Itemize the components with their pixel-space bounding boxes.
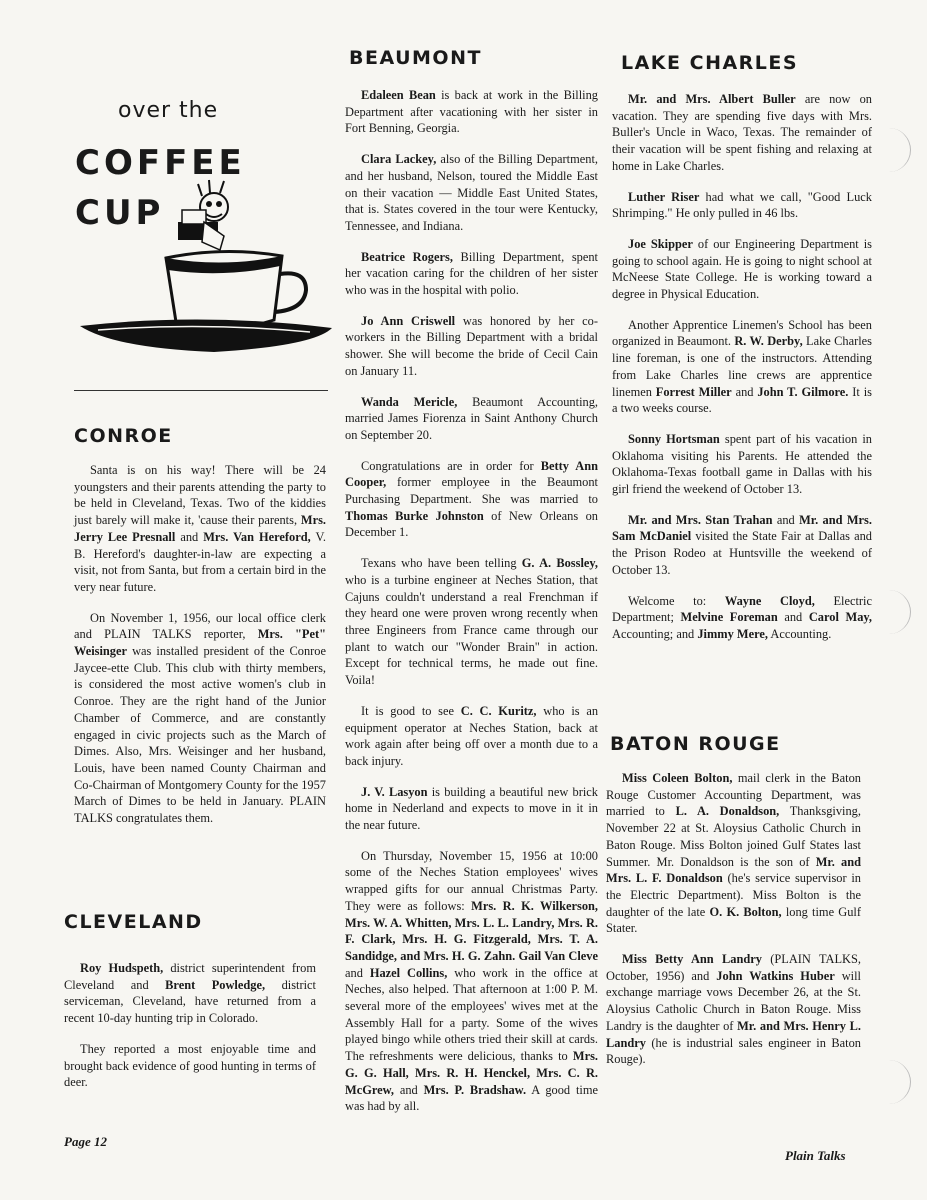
person-name: John Watkins Huber	[716, 968, 835, 983]
person-name: Mrs. P. Bradshaw.	[423, 1082, 527, 1097]
column-beaumont	[345, 87, 598, 1129]
person-name: Wayne Cloyd,	[724, 593, 815, 608]
coffee-cup-illustration	[74, 170, 334, 365]
heading-conroe: CONROE	[74, 425, 173, 447]
column-baton-rouge	[606, 770, 861, 1082]
person-name: C. C. Kuritz,	[460, 703, 537, 718]
heading-baton-rouge: BATON ROUGE	[610, 733, 781, 755]
beaumont-paragraph: Wanda Mericle, Beaumont Accounting, married James Fiorenza in Saint Anthony Church on September 20.	[345, 394, 598, 442]
column-lake-charles	[612, 91, 872, 657]
person-name: John T. Gilmore.	[757, 384, 849, 399]
person-name: Miss Betty Ann Landry	[622, 952, 762, 967]
person-name: Hazel Collins,	[369, 965, 448, 980]
person-name: Clara Lackey,	[361, 152, 437, 167]
person-name: Mr. and Mrs. Albert Buller	[628, 92, 796, 106]
person-name: Jo Ann Criswell	[361, 313, 456, 328]
title-over-the: over the	[118, 98, 219, 123]
person-name: Carol May,	[808, 610, 872, 625]
baton-rouge-paragraph: Miss Betty Ann Landry (PLAIN TALKS, October, 1956) and John Watkins Huber will exchange marriage vows December 26, at the St. Aloysius Catholic Church in Baton Rouge. Miss Landry is the daughter of Mr. and Mrs. Henry L. Landry (he is industrial sales engineer in Baton Rouge).	[606, 952, 862, 1067]
person-name: Sonny Hortsman	[628, 431, 720, 446]
person-name: Mr. and Mrs. Henry L. Landry	[606, 1018, 861, 1050]
person-name: R. W. Derby,	[734, 334, 803, 349]
person-name: Roy Hudspeth,	[80, 961, 164, 975]
person-name: Edaleen Bean	[361, 88, 436, 102]
punch-hole-mark	[888, 128, 911, 172]
person-name: Mr. and Mrs. Stan Trahan	[628, 512, 773, 527]
lake-charles-paragraph: Mr. and Mrs. Stan Trahan and Mr. and Mrs. Sam McDaniel visited the State Fair at Dallas and the Prison Rodeo at Huntsville the weekend of October 13.	[612, 512, 872, 577]
heading-cleveland: CLEVELAND	[64, 911, 203, 933]
person-name: Mrs. R. K. Wilkerson, Mrs. W. A. Whitten, Mrs. L. L. Landry, Mrs. R. F. Clark, Mrs. H. G. Fitzgerald, Mrs. T. A. Sandidge, and Mrs. H. G. Zahn. Gail Van Cleve	[345, 898, 599, 963]
person-name: G. A. Bossley,	[521, 556, 598, 571]
publication-name: Plain Talks	[785, 1148, 846, 1163]
title-cup: CUP	[75, 193, 165, 233]
conroe-paragraph-2: On November 1, 1956, our local office clerk and PLAIN TALKS reporter, Mrs. "Pet" Weisinger was installed president of the Conroe Jaycee-ette Club. This club with thirty members, is considered the most active women's club in Conroe. They are the right hand of the Junior Chamber of Commerce, and are constantly engaged in civic projects such as the March of Dimes. Also, Mrs. Weisinger and her husband, Louis, have been named County Chairman and Co-Chairman of Montgomery County for the 1957 March of Dimes to be held in January. PLAIN TALKS congratulates them.	[74, 610, 326, 826]
cartoon-character-icon	[178, 180, 228, 250]
beaumont-paragraph: Texans who have been telling G. A. Bossley, who is a turbine engineer at Neches Station, that Cajuns couldn't understand a real Frenchman if they heard one were proven wrong recently when three Engineers from France came through our plant to watch our "Wonder Brain" in action. Except for technical terms, he made out fine. Voila!	[345, 556, 598, 688]
heading-beaumont: BEAUMONT	[349, 47, 482, 69]
lake-charles-paragraph: Luther Riser had what we call, "Good Luck Shrimping." He only pulled in 46 lbs.	[612, 189, 872, 221]
person-name: Mrs. Van Hereford,	[203, 529, 311, 544]
person-name: J. V. Lasyon	[361, 784, 428, 799]
section-divider	[74, 390, 328, 391]
person-name: Wanda Mericle,	[361, 394, 458, 409]
person-name: Mrs. "Pet" Weisinger	[74, 627, 326, 659]
beaumont-paragraph: It is good to see C. C. Kuritz, who is an equipment operator at Neches Station, back at work again after being off over a month due to a back injury.	[345, 703, 599, 768]
person-name: Jimmy Mere,	[697, 626, 768, 641]
person-name: Joe Skipper	[628, 236, 693, 251]
beaumont-paragraph: J. V. Lasyon is building a beautiful new brick home in Nederland and expects to move in it in the near future.	[345, 784, 599, 833]
lake-charles-paragraph: Mr. and Mrs. Albert Buller are now on vacation. They are spending five days with Mrs. Buller's Uncle in Waco, Texas. The remainder of their vacation will be spent fishing and relaxing at home in Lake Charles.	[612, 92, 872, 173]
heading-lake-charles: LAKE CHARLES	[621, 52, 799, 74]
lake-charles-paragraph: Welcome to: Wayne Cloyd, Electric Department; Melvine Foreman and Carol May, Accounting; and Jimmy Mere, Accounting.	[612, 593, 872, 641]
column-conroe	[74, 462, 326, 841]
beaumont-paragraph: Jo Ann Criswell was honored by her co-workers in the Billing Department with a bridal shower. She will become the bride of Cecil Cain on January 11.	[345, 313, 598, 378]
person-name: Brent Powledge,	[165, 977, 266, 992]
person-name: Miss Coleen Bolton,	[622, 771, 733, 785]
beaumont-paragraph: Congratulations are in order for Betty Ann Cooper, former employee in the Beaumont Purchasing Department. She was married to Thomas Burke Johnston of New Orleans on December 1.	[345, 458, 598, 540]
cleveland-paragraph-1: Roy Hudspeth, district superintendent from Cleveland and Brent Powledge, district serviceman, Cleveland, have returned from a recent 10-day hunting trip in Colorado.	[64, 961, 317, 1026]
beaumont-paragraph: Edaleen Bean is back at work in the Billing Department after vacationing with her sister in Fort Benning, Georgia.	[345, 88, 598, 136]
column-cleveland	[64, 960, 316, 1105]
person-name: L. A. Donaldson,	[675, 804, 780, 819]
beaumont-paragraph: On Thursday, November 15, 1956 at 10:00 some of the Neches Station employees' wives wrapped gifts for our annual Christmas Party. They were as follows: Mrs. R. K. Wilkerson, Mrs. W. A. Whitten, Mrs. L. L. Landry, Mrs. R. F. Clark, Mrs. H. G. Fitzgerald, Mrs. T. A. Sandidge, and Mrs. H. G. Zahn. Gail Van Cleve and Hazel Collins, who work in the office at Neches, also helped. That afternoon at 1:00 P. M. several more of the employees' wives met at the Assembly Hall for a party. Some of the wives played bingo while others tried their skill at cards. The refreshments were delicious, thanks to Mrs. G. G. Hall, Mrs. R. H. Henckel, Mrs. C. R. McGrew, and Mrs. P. Bradshaw. A good time was had by all.	[345, 848, 599, 1114]
beaumont-paragraph: Clara Lackey, also of the Billing Department, and her husband, Nelson, toured the Middle East on their vacation — Middle East United States, that is. States covered in the tour were Kentucky, Tennessee, and Indiana.	[345, 152, 598, 233]
lake-charles-paragraph: Another Apprentice Linemen's School has been organized in Beaumont. R. W. Derby, Lake Charles line foreman, is one of the instructors. Attending from Lake Charles line crews are apprentice linemen Forrest Miller and John T. Gilmore. It is a two weeks course.	[612, 317, 872, 416]
person-name: Thomas Burke Johnston	[345, 508, 484, 523]
person-name: Mr. and Mrs. L. F. Donaldson	[606, 854, 861, 886]
cleveland-paragraph-2: They reported a most enjoyable time and brought back evidence of good hunting in terms of deer.	[64, 1041, 316, 1090]
page-number: Page 12	[64, 1134, 107, 1149]
conroe-paragraph-1: Santa is on his way! There will be 24 youngsters and their parents attending the party to be held in Cleveland, Texas. Two of the kiddies just barely will make it, 'cause their parents, Mrs. Jerry Lee Presnall and Mrs. Van Hereford, V. B. Hereford's daughter-in-law are expecting a visit, not from Santa, but from a certain bird in the very near future.	[74, 463, 326, 594]
person-name: Mrs. Jerry Lee Presnall	[74, 513, 326, 544]
beaumont-paragraph: Beatrice Rogers, Billing Department, spent her vacation caring for the children of her sister who was in the hospital with polio.	[345, 249, 598, 298]
person-name: O. K. Bolton,	[709, 904, 782, 919]
lake-charles-paragraph: Sonny Hortsman spent part of his vacation in Oklahoma visiting his Parents. He attended the Oklahoma-Texas football game in Dallas with his girl friend the weekend of October 13.	[612, 431, 872, 497]
person-name: Forrest Miller	[655, 384, 732, 399]
person-name: Mrs. G. G. Hall, Mrs. R. H. Henckel, Mrs. C. R. McGrew,	[345, 1049, 598, 1097]
punch-hole-mark	[888, 590, 911, 634]
title-coffee: COFFEE	[75, 143, 246, 183]
lake-charles-paragraph: Joe Skipper of our Engineering Department is going to school again. He is going to night school at McNeese State College. He is working toward a degree in Physical Education.	[612, 236, 872, 302]
person-name: Beatrice Rogers,	[361, 249, 453, 264]
baton-rouge-paragraph: Miss Coleen Bolton, mail clerk in the Baton Rouge Customer Accounting Department, was married to L. A. Donaldson, Thanksgiving, November 22 at St. Aloysius Catholic Church in Baton Rouge. Miss Bolton joined Gulf States last Summer. Mr. Donaldson is the son of Mr. and Mrs. L. F. Donaldson (he's service supervisor in the Electric Department). Miss Bolton is the daughter of the late O. K. Bolton, long time Gulf Stater.	[606, 771, 861, 936]
person-name: Betty Ann Cooper,	[345, 458, 598, 490]
person-name: Mr. and Mrs. Sam McDaniel	[612, 512, 872, 544]
person-name: Luther Riser	[628, 189, 700, 204]
person-name: Melvine Foreman	[680, 610, 778, 625]
punch-hole-mark	[888, 1060, 911, 1104]
